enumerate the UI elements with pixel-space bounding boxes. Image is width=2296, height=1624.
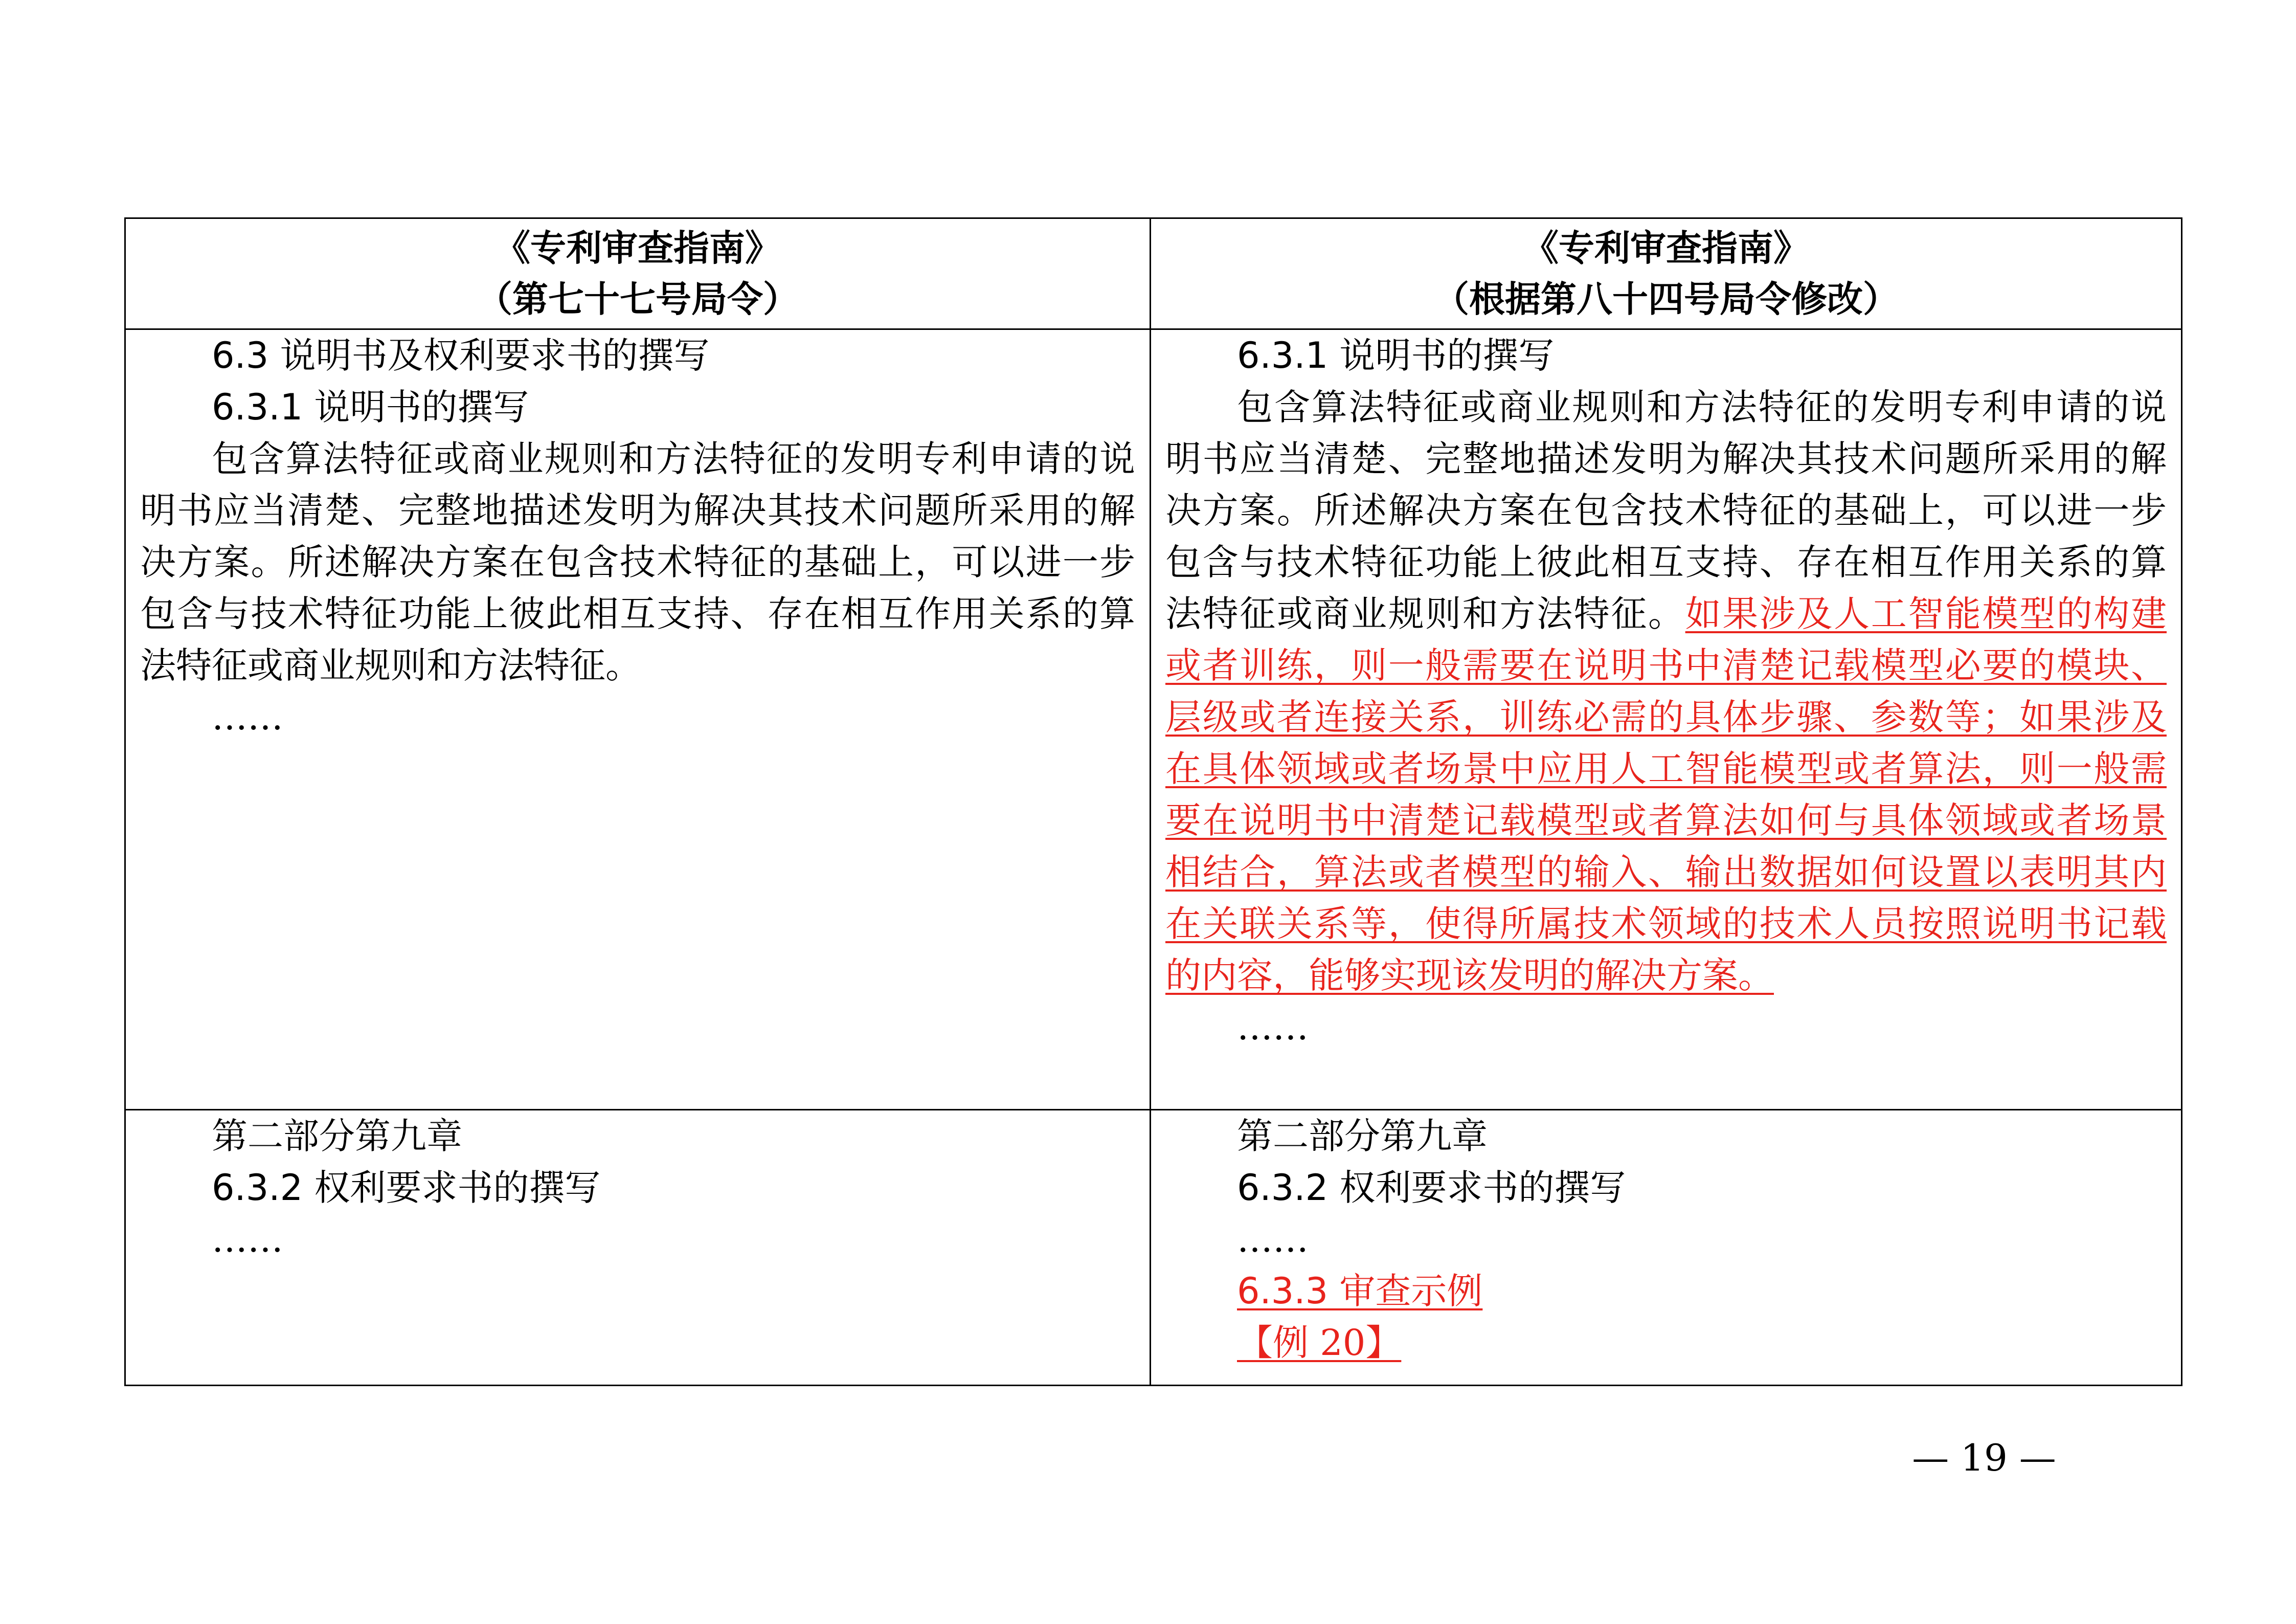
amended-text: 6.3.3 审查示例: [1237, 1270, 1483, 1312]
subsection-heading: 6.3.1 说明书的撰写: [212, 386, 529, 428]
header-old-title: 《专利审查指南》: [494, 227, 781, 269]
comparison-table: [124, 217, 2182, 1386]
chapter-heading: 第二部分第九章: [1237, 1115, 1488, 1157]
ellipsis: ……: [212, 696, 283, 738]
old-text-cell: [125, 329, 1151, 1110]
new-text-cell: [1151, 329, 2182, 1110]
table-header-row: [125, 218, 2182, 329]
subsection-heading: 6.3.2 权利要求书的撰写: [1237, 1167, 1626, 1209]
chapter-heading: 第二部分第九章: [212, 1115, 462, 1157]
page-number: — 19 —: [1912, 1436, 2056, 1479]
new-example-label: [1165, 1317, 2167, 1369]
header-old-version: [125, 218, 1151, 329]
header-new-version: [1151, 218, 2182, 329]
ellipsis: ……: [1237, 1006, 1309, 1048]
amended-text: 如果涉及人工智能模型的构建或者训练，则一般需要在说明书中清楚记载模型必要的模块、层级或者连接关系，训练必需的具体步骤、参数等；如果涉及在具体领域或者场景中应用人工智能模型或者算法，则一般需要在说明书中清楚记载模型或者算法如何与具体领域或者场景相结合，算法或者模型的输入、输出数据如何设置以表明其内在关联关系等，使得所属技术领域的技术人员按照说明书记载的内容，能够实现该发明的解决方案。: [1165, 593, 2167, 996]
header-new-subtitle: （根据第八十四号局令修改）: [1433, 278, 1899, 320]
ellipsis: ……: [1237, 1218, 1309, 1260]
old-text-cell: [125, 1110, 1151, 1386]
amended-text: 【例 20】: [1237, 1322, 1402, 1364]
table-row: [125, 329, 2182, 1110]
original-text: 包含算法特征或商业规则和方法特征的发明专利申请的说明书应当清楚、完整地描述发明为解决其技术问题所采用的解决方案。所述解决方案在包含技术特征的基础上，可以进一步包含与技术特征功能上彼此相互支持、存在相互作用关系的算法特征或商业规则和方法特征。: [1165, 386, 2167, 635]
section-heading: 6.3 说明书及权利要求书的撰写: [212, 335, 710, 376]
ellipsis: ……: [212, 1218, 283, 1260]
body-paragraph: [1165, 382, 2167, 1002]
subsection-heading: 6.3.2 权利要求书的撰写: [212, 1167, 601, 1209]
header-new-title: 《专利审查指南》: [1523, 227, 1809, 269]
new-section-heading: [1165, 1265, 2167, 1317]
table-row: [125, 1110, 2182, 1386]
header-old-subtitle: （第七十七号局令）: [477, 278, 799, 320]
subsection-heading: 6.3.1 说明书的撰写: [1237, 335, 1555, 376]
new-text-cell: [1151, 1110, 2182, 1386]
body-paragraph: 包含算法特征或商业规则和方法特征的发明专利申请的说明书应当清楚、完整地描述发明为解决其技术问题所采用的解决方案。所述解决方案在包含技术特征的基础上，可以进一步包含与技术特征功能上彼此相互支持、存在相互作用关系的算法特征或商业规则和方法特征。: [140, 438, 1135, 686]
